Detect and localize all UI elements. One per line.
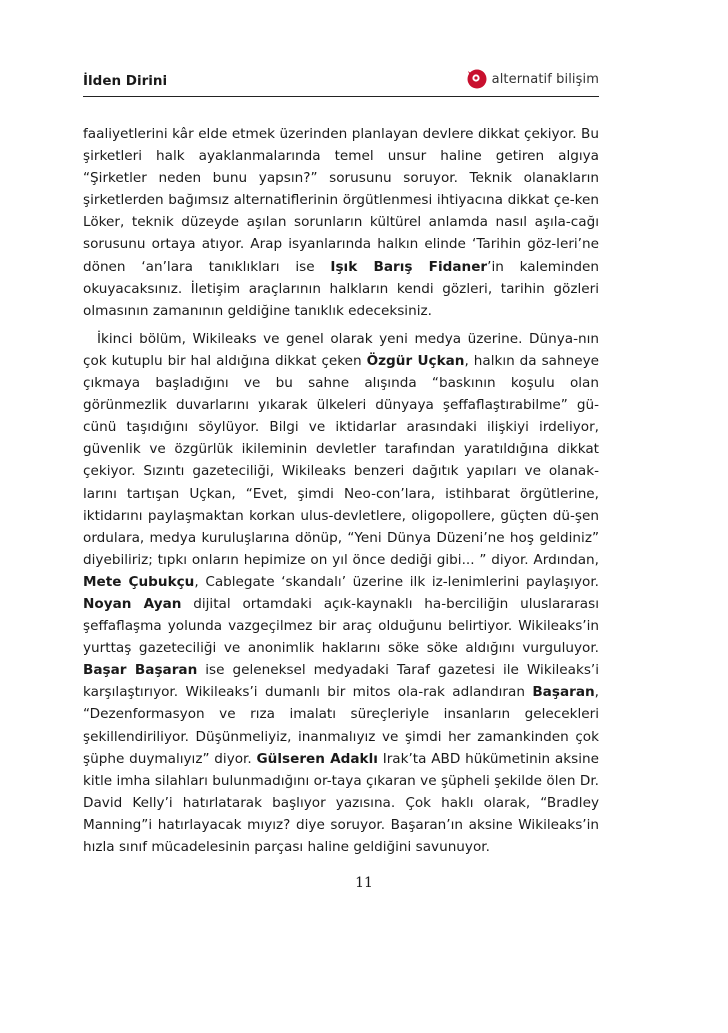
author-name: Gülseren Adaklı [256,750,378,767]
text-run: , Cablegate ‘skandalı’ üzerine ilk iz-lenimlerini paylaşıyor. [194,573,599,590]
text-run: dijital ortamdaki açık-kaynaklı ha-berciliğin uluslararası şeffaflaşma yolunda vazgeçilmez bir araç olduğunu belirtiyor. Wikileaks’in yurttaş gazeteciliği ve anonimlik haklarını söke söke aldığını vurguluyor. [83,595,599,657]
body-text [83,123,599,858]
text-run: faaliyetlerini kâr elde etmek üzerinden planlayan devlere dikkat çekiyor. Bu şirketleri halk ayaklanmalarında temel unsur haline getiren algıya “Şirketler neden bunu yapsın?” sorusunu soruyor. Teknik olanakların şirketlerden bağımsız alternatiflerinin örgütlenmesi ihtiyacına dikkat çe-ken Löker, teknik düzeyde aşılan sorunların kültürel anlamda nasıl aşıla-cağı sorusunu ortaya atıyor. Arap isyanlarında halkın elinde ‘Tarihin göz-leri’ne dönen ‘an’lara tanıklıkları ise [83,126,599,275]
paragraph-2 [83,328,599,858]
text-run: ’in kaleminden okuyacaksınız. İletişim araçlarının halkların kendi gözleri, tarihin gözleri olmasının zamanının geldiğine tanıklık edeceksiniz. [83,258,599,319]
page-number: 11 [355,875,373,891]
text-run: , halkın da sahneye çıkmaya başladığını ve bu sahne alışında “baskının koşulu olan görünmezlik duvarlarını yıkarak ülkeleri dünyaya şeffaflaştırabilme” gü-cünü taşıdığını söylüyor. Bilgi ve iktidarlar arasındaki ilişkiyi irdeliyor, güvenlik ve özgürlük ikileminin devletler tarafından yaratıldığına dikkat çekiyor. Sızıntı gazeteciliği, Wikileaks benzeri dağıtık yapıları ve olanak-larını tartışan Uçkan, “Evet, şimdi Neo-con’lara, istihbarat örgütlerine, iktidarını paylaşmaktan korkan ulus-devletlere, oligopollere, güçten dü-şen ordulara, medya kuruluşlarına dönüp, “Yeni Dünya Düzeni’ne hoş geldiniz” diyebiliriz; tıpkı onların hepimize on yıl önce dediği gibi... ” diyor. Ardından, [83,352,599,568]
logo-text: alternatif bilişim [491,71,599,87]
author-name: Başar Başaran [83,662,198,679]
author-name: Özgür Uçkan [366,352,465,369]
author-name: Işık Barış Fidaner [330,258,488,275]
alternatif-bilisim-logo-icon [464,67,488,91]
text-run: , “Dezenformasyon ve rıza imalatı süreçleriyle insanların gelecekleri şekillendiriliyor. Düşünmeliyiz, inanmalıyız ve şimdi her zamankinden çok şüphe duymalıyız” diyor. [83,684,599,767]
text-run: İkinci bölüm, Wikileaks ve genel olarak yeni medya üzerine. Dünya-nın çok kutuplu bir hal aldığına dikkat çeken [83,330,599,369]
author-name: Başaran [532,684,595,701]
publisher-logo [464,67,599,91]
author-name: Noyan Ayan [83,595,182,612]
text-run: ise geleneksel medyadaki Taraf gazetesi ile Wikileaks’i karşılaştırıyor. Wikileaks’i dumanlı bir mitos ola-rak adlandıran [83,662,599,701]
paragraph-1 [83,123,599,322]
page-header [83,66,599,97]
running-title: İlden Dirini [83,73,168,89]
text-run: Irak’ta ABD hükümetinin aksine kitle imha silahları bulunmadığını or-taya çıkaran ve şüpheli şekilde ölen Dr. David Kelly’i hatırlatarak başlıyor yazısına. Çok haklı olarak, “Bradley Manning”i hatırlayacak mıyız? diye soruyor. Başaran’ın aksine Wikileaks’in hızla sınıf mücadelesinin parçası haline geldiğini savunuyor. [83,750,599,855]
author-name: Mete Çubukçu [83,573,195,590]
